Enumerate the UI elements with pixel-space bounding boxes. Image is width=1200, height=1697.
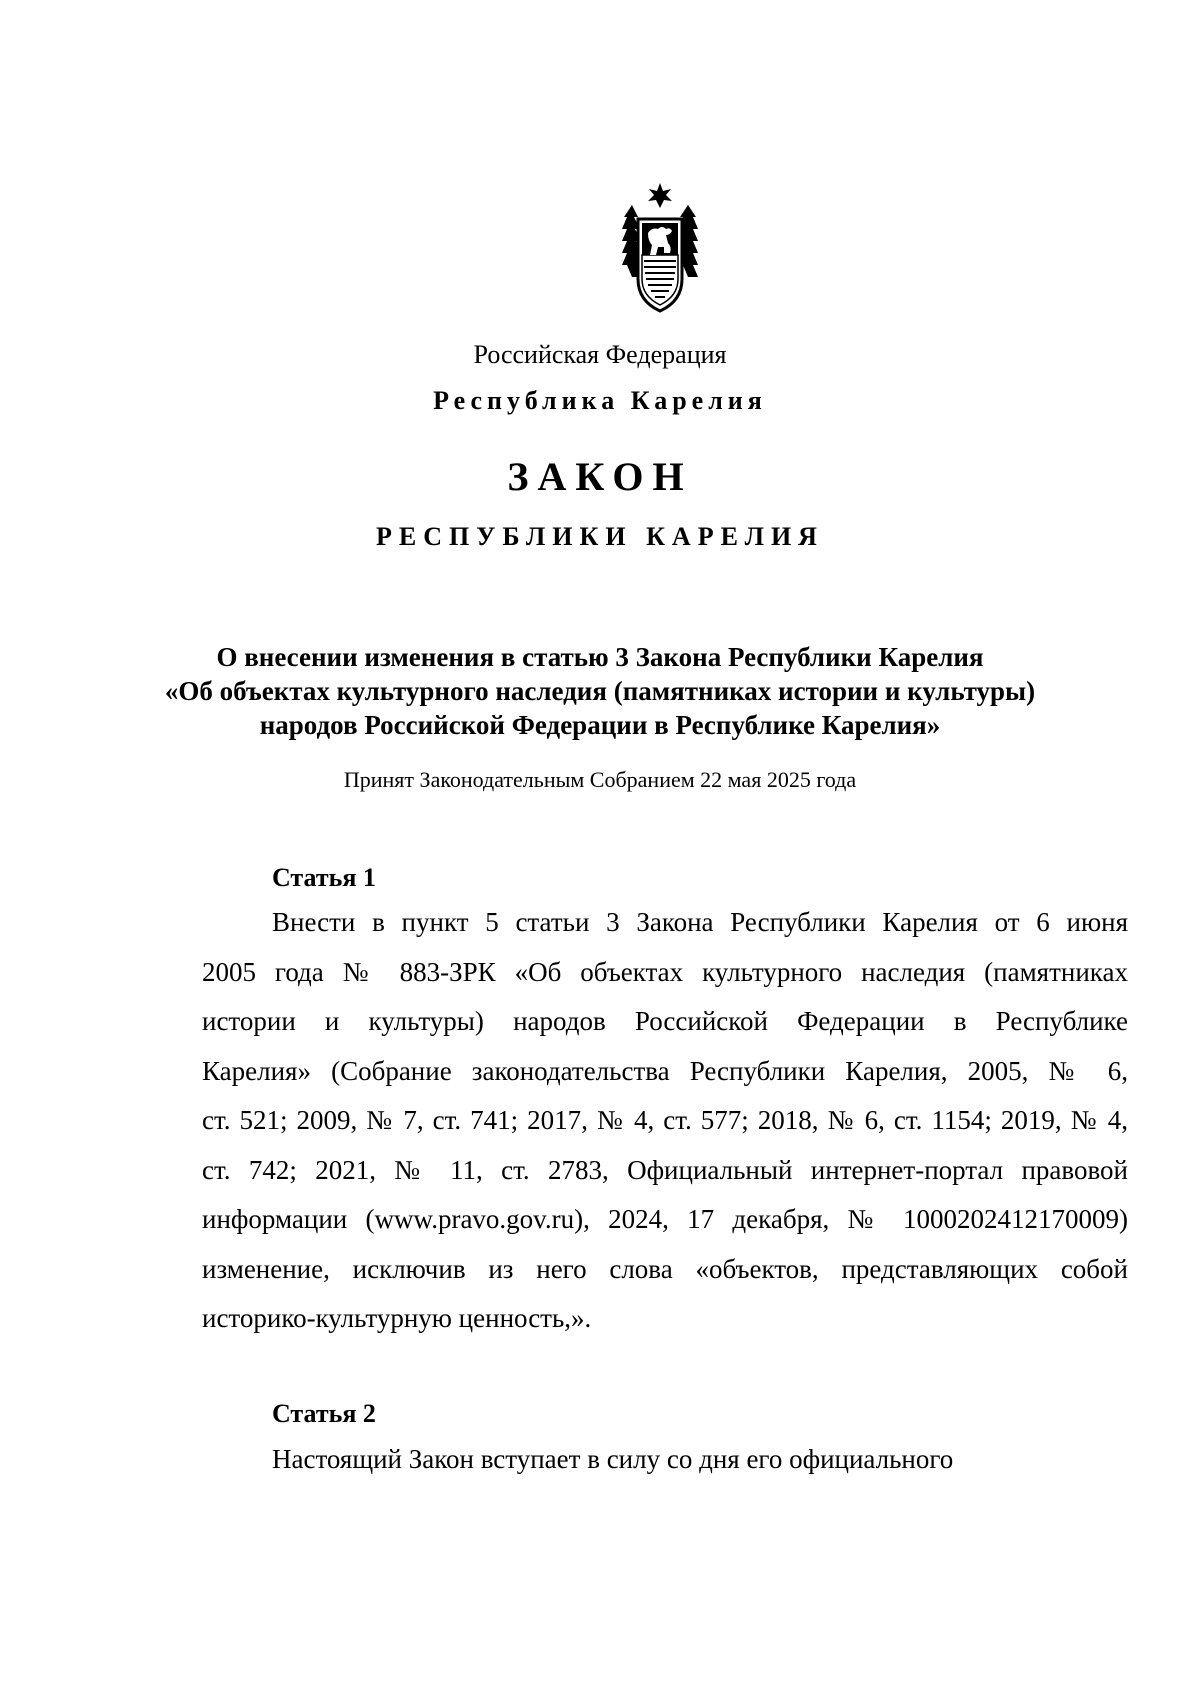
law-title-line: О внесении изменения в статью 3 Закона Республики Карелия: [216, 642, 984, 672]
article-1-line: информации (www.pravo.gov.ru), 2024, 17 декабря, № 1000202412170009): [202, 1204, 1128, 1234]
article-1-line: истории и культуры) народов Российской Федерации в Республике: [202, 1006, 1128, 1036]
republic-name: Республика Карелия: [433, 386, 767, 415]
law-title-line: «Об объектах культурного наследия (памятниках истории и культуры): [164, 676, 1036, 706]
article-2-text: [202, 1435, 1128, 1485]
article-2-line: Настоящий Закон вступает в силу со дня его официального: [272, 1444, 954, 1474]
law-title-line: народов Российской Федерации в Республике Карелия»: [259, 710, 941, 740]
article-1-text: [202, 898, 1128, 1344]
adoption-note: Принят Законодательным Собранием 22 мая 2025 года: [343, 767, 857, 792]
article-2-heading: Статья 2: [272, 1399, 376, 1428]
article-1-line: изменение, исключив из него слова «объектов, представляющих собой: [202, 1253, 1128, 1284]
emblem-star: [648, 183, 672, 208]
article-1-line: Внести в пункт 5 статьи 3 Закона Республики Карелия от 6 июня: [272, 907, 1128, 937]
law-subheading: РЕСПУБЛИКИ КАРЕЛИЯ: [376, 522, 824, 551]
law-heading: ЗАКОН: [507, 454, 693, 499]
country-name: Российская Федерация: [473, 340, 727, 369]
law-title: [150, 640, 1050, 742]
article-1-line: Карелия» (Собрание законодательства Республики Карелия, 2005, № 6,: [202, 1055, 1128, 1086]
article-1-line: 2005 года № 883-ЗРК «Об объектах культурного наследия (памятниках: [202, 956, 1128, 987]
coat-of-arms-icon: [620, 183, 700, 313]
article-1-heading: Статья 1: [272, 863, 376, 892]
article-1-line: ст. 521; 2009, № 7, ст. 741; 2017, № 4, ст. 577; 2018, № 6, ст. 1154; 2019, № 4,: [202, 1105, 1128, 1135]
article-1-line: ст. 742; 2021, № 11, ст. 2783, Официальный интернет-портал правовой: [202, 1154, 1128, 1185]
article-1-line: историко-культурную ценность,».: [202, 1303, 592, 1333]
